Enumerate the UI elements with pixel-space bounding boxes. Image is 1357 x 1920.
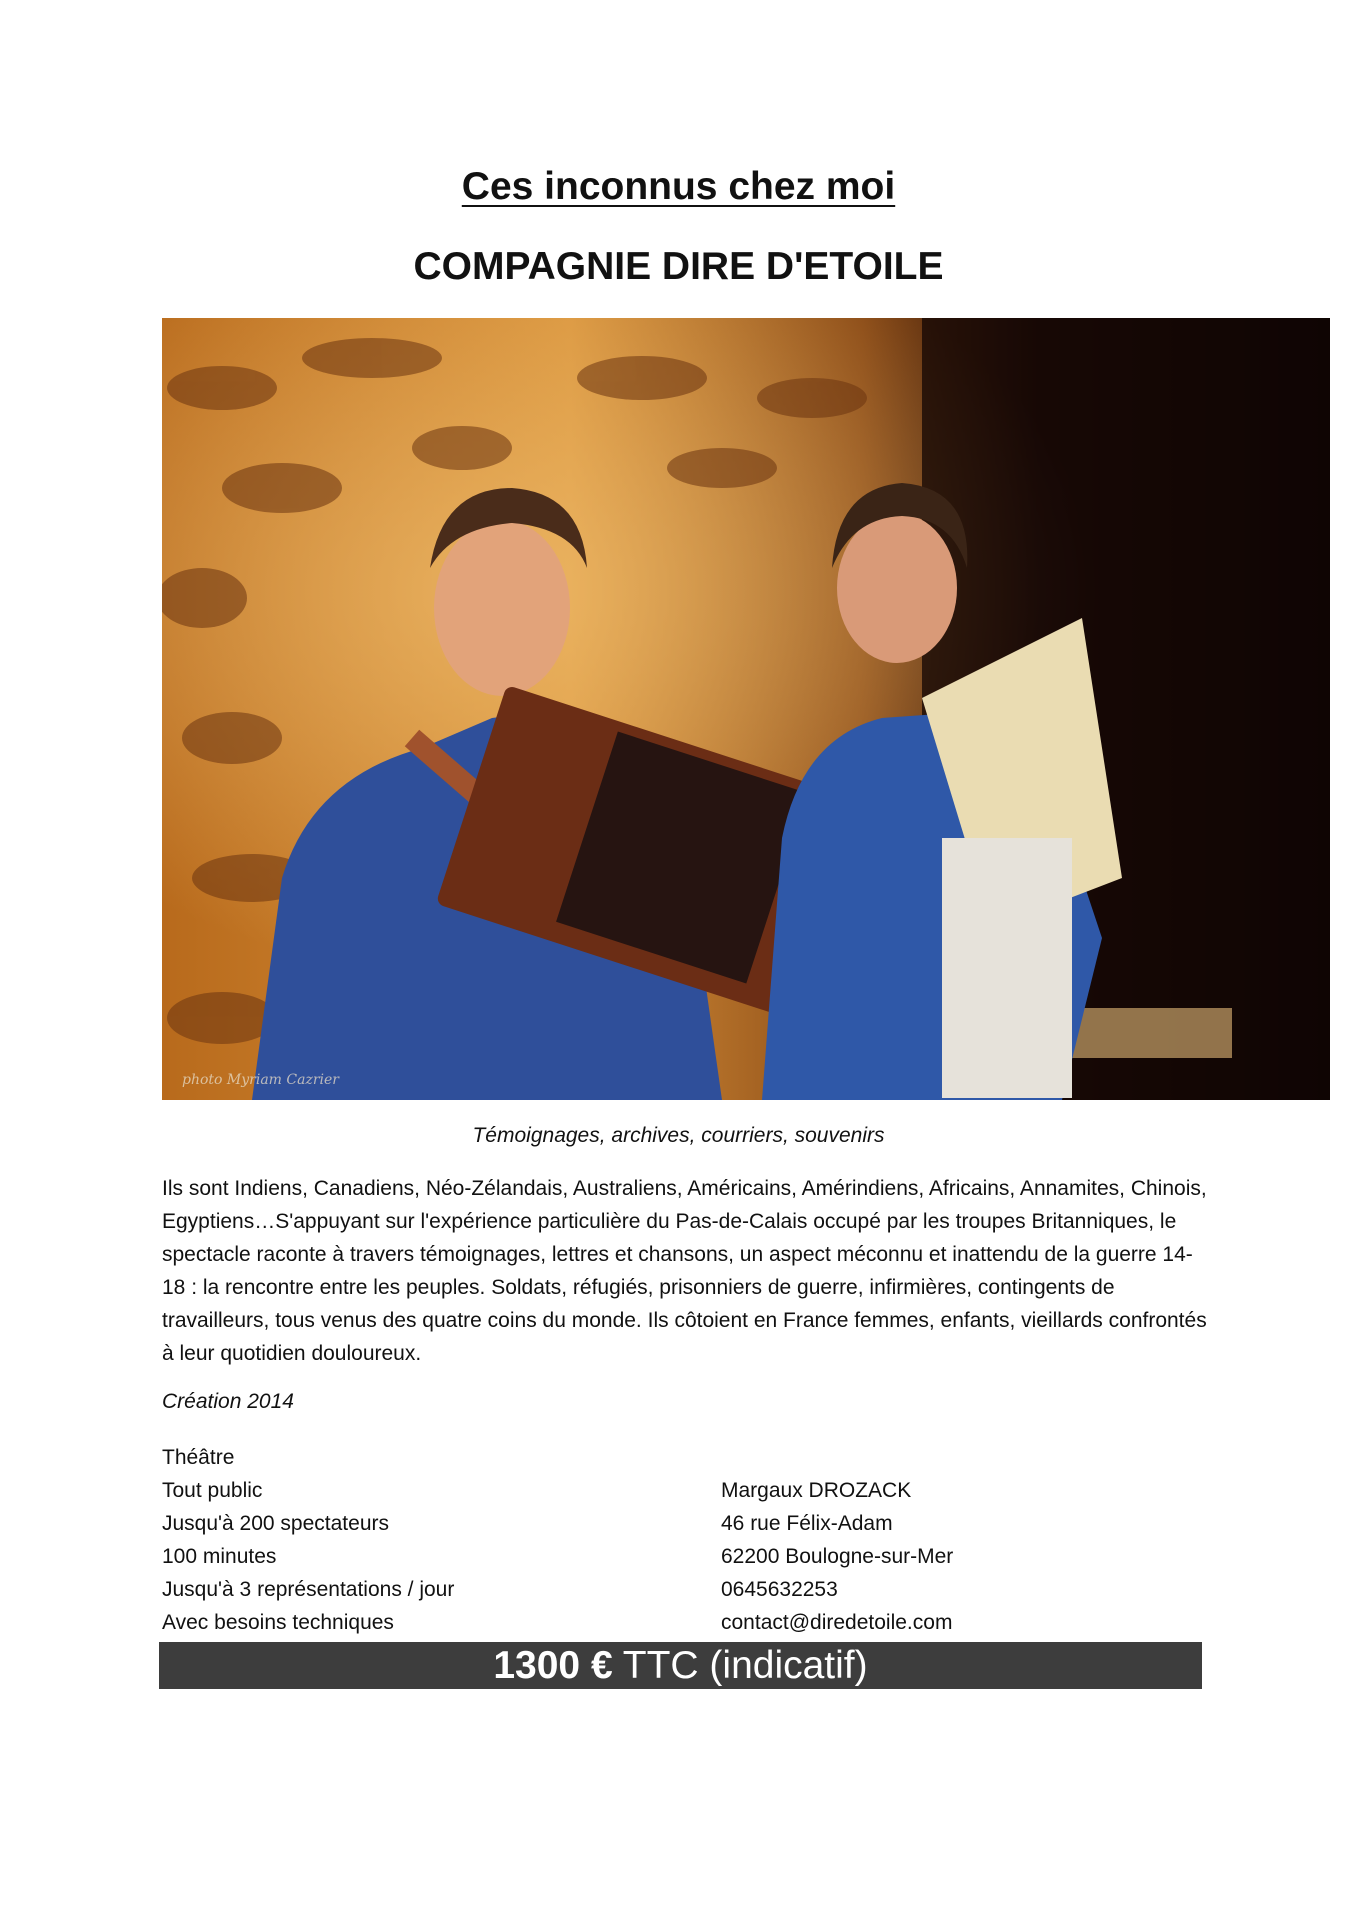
- company-name: COMPAGNIE DIRE D'ETOILE: [413, 245, 944, 288]
- show-subtitle: Témoignages, archives, courriers, souvenirs: [472, 1124, 885, 1147]
- contact-city: 62200 Boulogne-sur-Mer: [721, 1545, 954, 1568]
- show-title: Ces inconnus chez moi: [461, 165, 896, 208]
- contact-email[interactable]: contact@diredetoile.com: [721, 1611, 953, 1634]
- price-suffix: TTC (indicatif): [612, 1644, 868, 1687]
- info-duration: 100 minutes: [162, 1545, 277, 1568]
- info-performances: Jusqu'à 3 représentations / jour: [162, 1578, 455, 1601]
- contact-phone: 0645632253: [721, 1578, 838, 1601]
- info-audience: Tout public: [162, 1479, 263, 1502]
- show-photo: [162, 318, 1330, 1100]
- contact-block: [721, 1474, 953, 1639]
- price-amount: 1300 €: [493, 1644, 613, 1687]
- photo-credit: photo Myriam Cazrier: [182, 1072, 339, 1088]
- show-description: Ils sont Indiens, Canadiens, Néo-Zélandais, Australiens, Américains, Amérindiens, Africains, Annamites, Chinois, Egyptiens…S'appuyant sur l'expérience particulière du Pas-de-Calais occupé par les troupes Britanniques, le spectacle raconte à travers témoignages, lettres et chansons, un aspect méconnu et inattendu de la guerre 14-18 : la rencontre entre les peuples. Soldats, réfugiés, prisonniers de guerre, infirmières, contingents de travailleurs, tous venus des quatre coins du monde. Ils côtoient en France femmes, enfants, vieillards confrontés à leur quotidien douloureux.: [162, 1177, 1207, 1365]
- creation-year: Création 2014: [162, 1390, 294, 1413]
- info-capacity: Jusqu'à 200 spectateurs: [162, 1512, 389, 1535]
- show-info-list: [162, 1441, 454, 1639]
- info-genre: Théâtre: [162, 1446, 235, 1469]
- info-technical: Avec besoins techniques: [162, 1611, 394, 1634]
- price-bar: [159, 1642, 1202, 1689]
- contact-name: Margaux DROZACK: [721, 1479, 912, 1502]
- contact-street: 46 rue Félix-Adam: [721, 1512, 893, 1535]
